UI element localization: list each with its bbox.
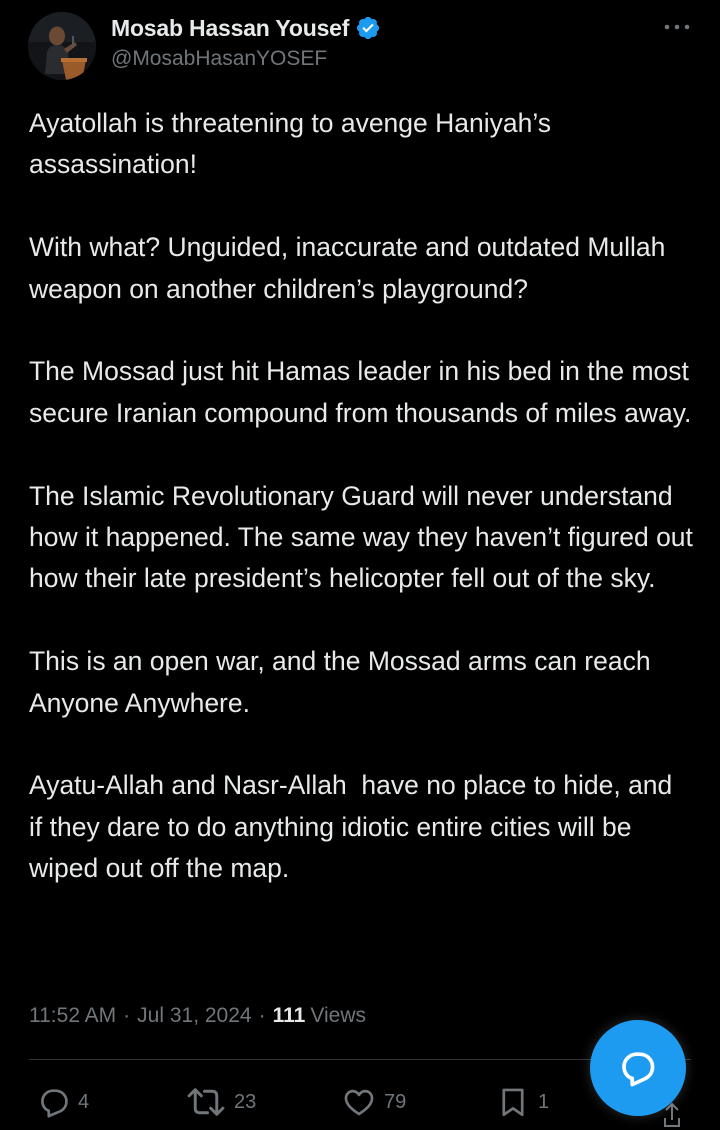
bookmark-count: 1 bbox=[538, 1090, 550, 1113]
author-handle[interactable]: @MosabHasanYOSEF bbox=[111, 47, 328, 70]
meta-separator: · bbox=[123, 1004, 131, 1027]
reply-button[interactable] bbox=[36, 1078, 89, 1126]
tweet-paragraph: This is an open war, and the Mossad arms can reach Anyone Anywhere. bbox=[29, 646, 657, 718]
bookmark-button[interactable] bbox=[496, 1078, 549, 1126]
author-display-name[interactable]: Mosab Hassan Yousef bbox=[111, 14, 350, 41]
avatar[interactable] bbox=[28, 12, 96, 80]
tweet-paragraph: Ayatu-Allah and Nasr-Allah have no place to hide, and if they dare to do anything idiotic entire cities will be wiped out off the map. bbox=[29, 770, 688, 884]
more-dots-icon bbox=[663, 23, 691, 31]
repost-icon bbox=[186, 1085, 226, 1119]
author-name-row bbox=[111, 12, 381, 44]
tweet-text bbox=[29, 103, 699, 890]
tweet-paragraph: The Islamic Revolutionary Guard will never understand how it happened. The same way they haven’t figured out how their late president’s helicopter fell out of the sky. bbox=[29, 480, 701, 594]
speaker-at-podium-avatar-icon bbox=[28, 12, 96, 80]
views-count: 111 bbox=[272, 1004, 306, 1027]
more-options-button[interactable] bbox=[660, 14, 694, 40]
tweet-header bbox=[0, 0, 720, 100]
verified-badge-icon[interactable] bbox=[355, 15, 381, 41]
tweet-time[interactable]: 11:52 AM bbox=[29, 1004, 117, 1027]
bookmark-icon bbox=[496, 1085, 530, 1119]
chat-bubble-icon bbox=[617, 1047, 659, 1089]
like-button[interactable] bbox=[342, 1078, 406, 1126]
tweet-date[interactable]: Jul 31, 2024 bbox=[137, 1004, 252, 1027]
tweet-paragraph: Ayatollah is threatening to avenge Haniyah’s assassination! bbox=[29, 108, 559, 180]
meta-separator: · bbox=[258, 1004, 266, 1027]
tweet-meta bbox=[29, 998, 366, 1034]
heart-icon bbox=[342, 1085, 376, 1119]
repost-count: 23 bbox=[234, 1090, 257, 1113]
compose-reply-fab[interactable] bbox=[590, 1020, 686, 1116]
tweet-paragraph: With what? Unguided, inaccurate and outdated Mullah weapon on another children’s playground? bbox=[29, 232, 673, 304]
repost-button[interactable] bbox=[186, 1078, 256, 1126]
tweet-paragraph: The Mossad just hit Hamas leader in his bed in the most secure Iranian compound from thousands of miles away. bbox=[29, 356, 697, 428]
views-label: Views bbox=[310, 1004, 366, 1027]
reply-count: 4 bbox=[78, 1090, 90, 1113]
like-count: 79 bbox=[384, 1090, 407, 1113]
reply-icon bbox=[36, 1085, 70, 1119]
